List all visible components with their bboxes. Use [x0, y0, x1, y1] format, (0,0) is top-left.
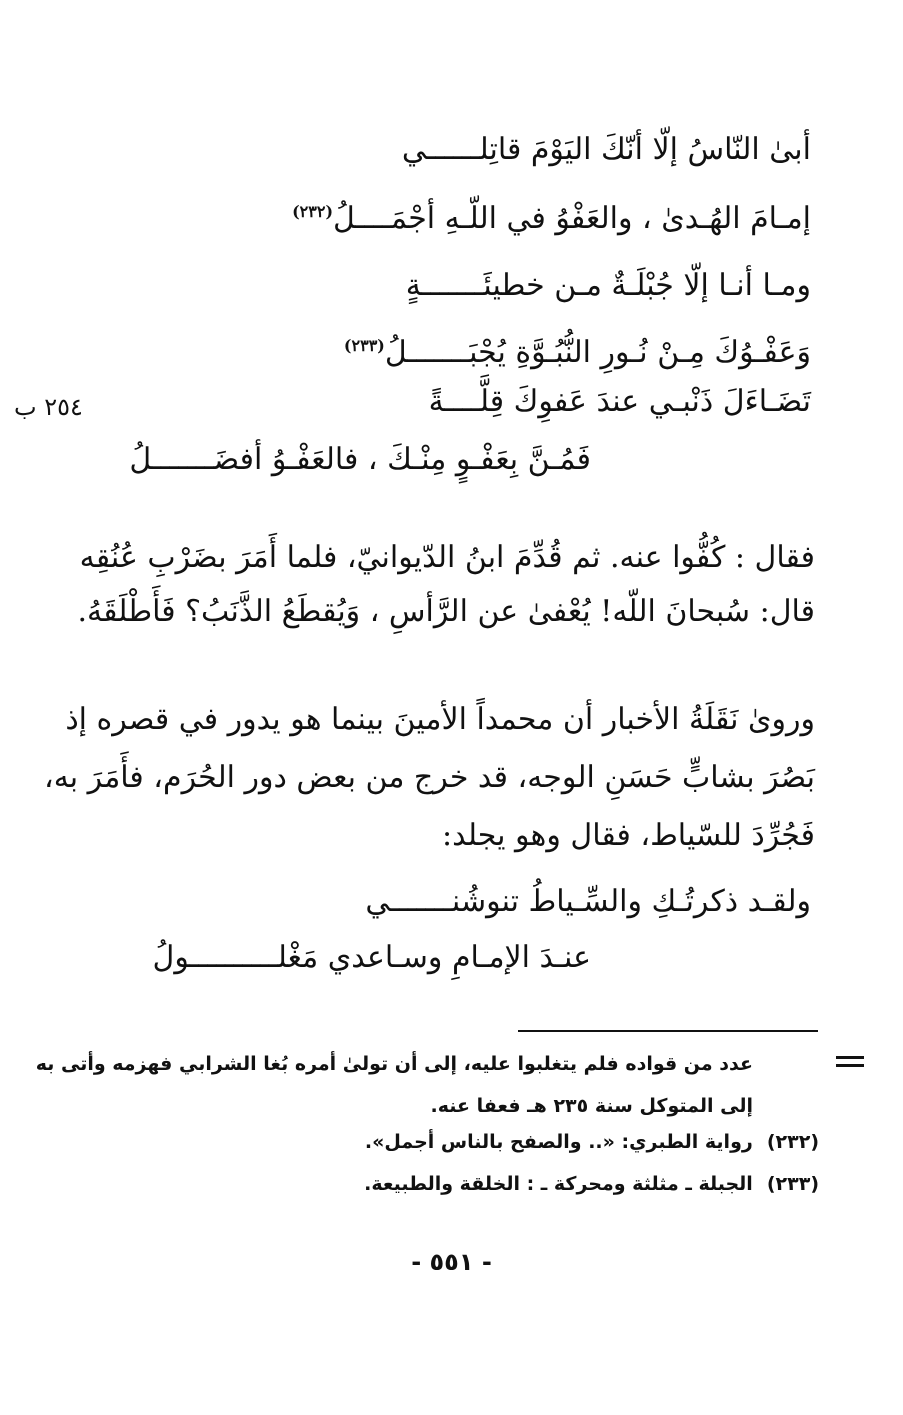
verse-text: وَعَفْـوُكَ مِـنْ نُـورِ النُّبُـوَّةِ يُجْبَـــــــلُ — [384, 335, 811, 370]
verse-second-hemistich — [344, 326, 811, 373]
continuation-mark — [836, 1056, 864, 1068]
footnote-233 — [364, 1170, 819, 1198]
footnote-text: الجبلة ـ مثلثة ومحركة ـ : الخلقة والطبيعة. — [364, 1173, 753, 1195]
verse-second-hemistich: عنـدَ الإمـامِ وسـاعدي مَغْلــــــــــولُ — [152, 940, 591, 975]
page-number: - ٥٥١ - — [411, 1248, 492, 1276]
verse-second-hemistich: فَمُـنَّ بِعَفْـوٍ مِنْـكَ ، فالعَفْـوُ أفضَـــــــلُ — [129, 442, 591, 477]
footnote-text: رواية الطبري: «.. والصفح بالناس أجمل». — [364, 1131, 753, 1153]
footnote-reference: (٢٣٣) — [343, 336, 385, 355]
verse-second-hemistich — [292, 192, 811, 239]
paragraph-line: وروىٰ نَقَلَةُ الأخبار أن محمداً الأمينَ بينما هو يدور في قصره إذ — [65, 702, 815, 737]
footnote-reference: (٢٣٢) — [292, 202, 334, 221]
paragraph-line: قال: سُبحانَ اللّه! يُعْفىٰ عن الرَّأسِ ، وَيُقطَعُ الذَّنَبُ؟ فَأَطْلَقَهُ. — [77, 594, 815, 629]
verse-text: إمـامَ الهُـدىٰ ، والعَفْوُ في اللّـهِ أجْمَــــلُ — [333, 201, 811, 236]
footnote-label: (٢٣٢) — [766, 1131, 819, 1153]
verse-first-hemistich: ولقـد ذكرتُـكِ والسِّـياطُ تنوشُنـــــــي — [365, 884, 811, 919]
footnote-232 — [365, 1128, 819, 1156]
margin-folio-note: ٢٥٤ ب — [14, 393, 83, 421]
verse-first-hemistich: تَضَـاءَلَ ذَنْبـي عندَ عَفوِكَ قِلَّــــةً — [428, 384, 811, 419]
footnote-continuation-line: إلى المتوكل سنة ٢٣٥ هـ فعفا عنه. — [430, 1095, 753, 1117]
footnote-continuation-line: عدد من قواده فلم يتغلبوا عليه، إلى أن تولىٰ أمره بُغا الشرابي فهزمه وأتى به — [35, 1053, 753, 1075]
paragraph-line: فَجُرِّدَ للسّياط، فقال وهو يجلد: — [442, 818, 815, 853]
footnote-label: (٢٣٣) — [766, 1173, 819, 1195]
verse-first-hemistich: أبىٰ النّاسُ إلّا أنّكَ اليَوْمَ قاتِلــــــي — [401, 132, 811, 167]
paragraph-line: بَصُرَ بشابٍّ حَسَنِ الوجه، قد خرج من بعض دور الحُرَم، فأَمَرَ به، — [44, 760, 815, 795]
paragraph-line: فقال : كُفُّوا عنه. ثم قُدِّمَ ابنُ الدّيوانيّ، فلما أَمَرَ بضَرْبِ عُنُقِه — [79, 540, 815, 575]
footnote-separator — [518, 1030, 818, 1032]
verse-first-hemistich: ومـا أنـا إلّا جُبْلَـةٌ مـن خطيئَـــــــةٍ — [405, 268, 811, 303]
